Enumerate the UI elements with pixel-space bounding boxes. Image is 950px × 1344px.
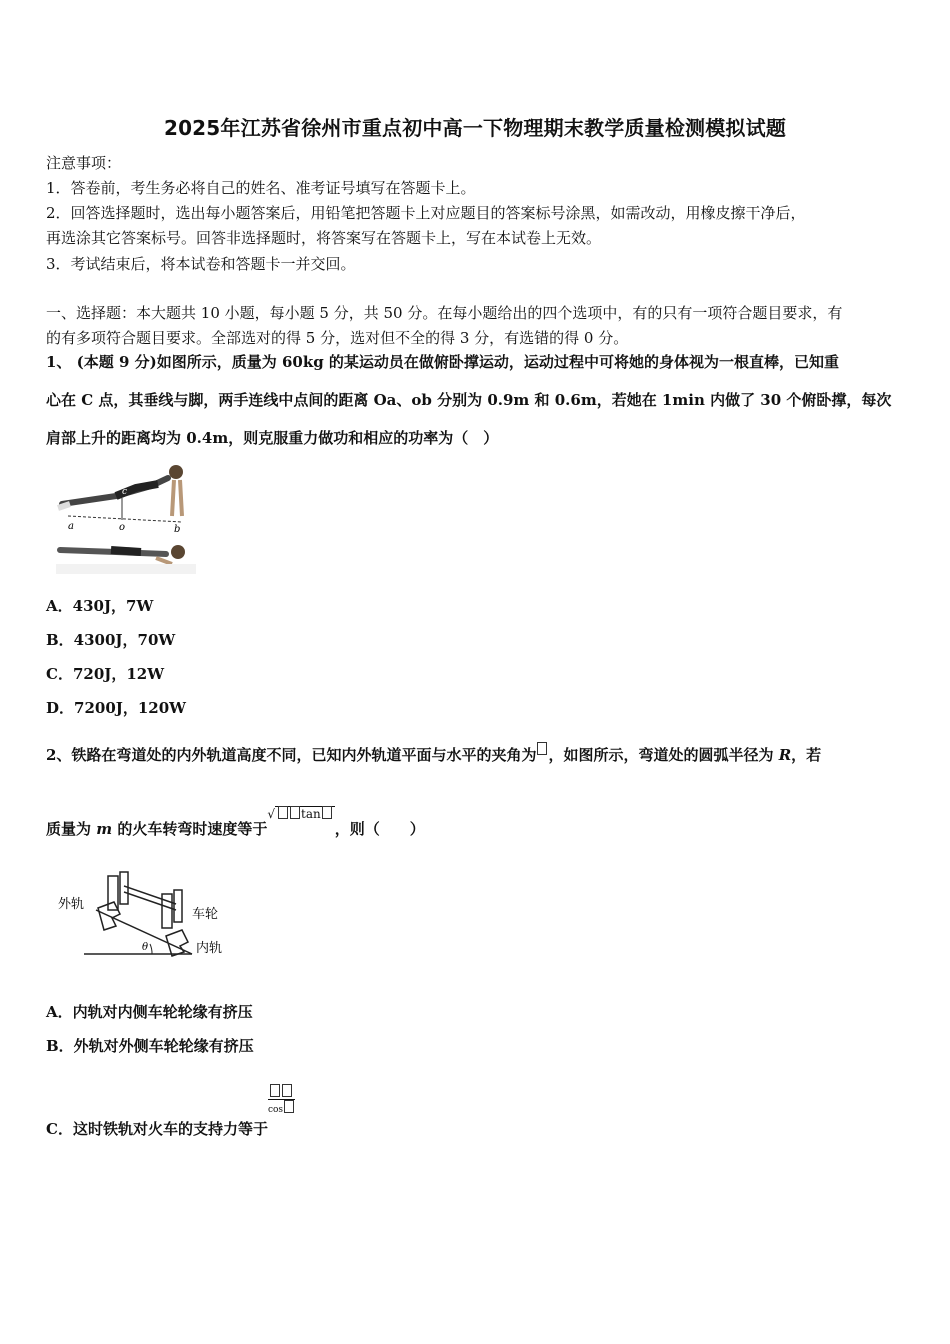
q2-mass-symbol: m: [96, 820, 113, 838]
placeholder-icon: [278, 806, 288, 819]
cos-text: cos: [267, 1105, 284, 1115]
q1-line2: 心在 C 点，其垂线与脚，两手连线中点间的距离 Oa、ob 分别为 0.9m 和 0.6m，若她在 1min 内做了 30 个俯卧撑，每次: [46, 391, 892, 409]
placeholder-icon: [282, 1084, 292, 1097]
label-b: b: [174, 524, 181, 535]
speed-formula: √ tan: [267, 806, 334, 821]
wheels: [108, 872, 182, 928]
theta-placeholder-icon: [537, 742, 547, 755]
tan-text: tan: [301, 807, 321, 821]
q1-option-a[interactable]: A．430J，7W: [46, 597, 154, 615]
label-o: o: [119, 522, 126, 533]
q1-option-b[interactable]: B．4300J，70W: [46, 631, 176, 649]
q2-line1-c: ，若: [791, 746, 822, 764]
pushup-figure: [56, 458, 196, 580]
label-theta: θ: [142, 942, 149, 953]
q2-line2-b: 的火车转弯时速度等于: [112, 820, 268, 838]
q2-line2: [46, 807, 425, 839]
q1-line3: 肩部上升的距离均为 0.4m，则克服重力做功和相应的功率为（ ）: [46, 429, 499, 447]
railway-figure: [54, 868, 234, 960]
q2-line2-a: 质量为: [46, 820, 97, 838]
placeholder-icon: [284, 1100, 294, 1113]
label-a: a: [68, 521, 74, 532]
q2-option-c-text: C．这时铁轨对火车的支持力等于: [46, 1120, 268, 1138]
placeholder-icon: [322, 806, 332, 819]
placeholder-icon: [270, 1084, 280, 1097]
q2-line1-b: ，如图所示，弯道处的圆弧半径为: [548, 746, 779, 764]
label-c: c: [122, 487, 128, 497]
q2-option-a[interactable]: A．内轨对内侧车轮轮缘有挤压: [46, 1003, 253, 1021]
notes-item-1: 1．答卷前，考生务必将自己的姓名、准考证号填写在答题卡上。: [46, 179, 476, 197]
q2-line1: [46, 744, 821, 765]
support-force-formula: [268, 1084, 295, 1115]
q2-line1-a: 2、铁路在弯道处的内外轨道高度不同，已知内外轨道平面与水平的夹角为: [46, 746, 537, 764]
placeholder-icon: [290, 806, 300, 819]
notes-heading: 注意事项：: [46, 154, 122, 172]
notes-item-3: 3．考试结束后，将本试卷和答题卡一并交回。: [46, 255, 356, 273]
section-intro-line2: 的有多项符合题目要求。全部选对的得 5 分，选对但不全的得 3 分，有选错的得 0 分。: [46, 329, 629, 347]
label-outer-rail: 外轨: [58, 897, 85, 912]
page-title: 2025年江苏省徐州市重点初中高一下物理期末教学质量检测模拟试题: [163, 116, 787, 140]
q2-radius-symbol: R: [778, 746, 792, 764]
q2-option-b[interactable]: B．外轨对外侧车轮轮缘有挤压: [46, 1037, 254, 1055]
q1-line1: 1、 (本题 9 分)如图所示，质量为 60kg 的某运动员在做俯卧撑运动，运动过程中可将她的身体视为一根直棒，已知重: [46, 353, 839, 371]
q1-option-c[interactable]: C．720J，12W: [46, 665, 165, 683]
label-wheel: 车轮: [192, 907, 219, 922]
notes-item-2: 2．回答选择题时，选出每小题答案后，用铅笔把答题卡上对应题目的答案标号涂黑，如需改动，用橡皮擦干净后，: [46, 204, 806, 222]
notes-item-2-cont: 再选涂其它答案标号。回答非选择题时，将答案写在答题卡上，写在本试卷上无效。: [46, 229, 602, 247]
label-inner-rail: 内轨: [196, 941, 223, 956]
section-intro-line1: 一、选择题：本大题共 10 小题，每小题 5 分，共 50 分。在每小题给出的四个选项中，有的只有一项符合题目要求，有: [46, 304, 843, 322]
q2-option-c[interactable]: [46, 1106, 295, 1139]
q1-option-d[interactable]: D．7200J，120W: [46, 699, 187, 717]
q2-line2-c: ，则（ ）: [334, 820, 425, 838]
